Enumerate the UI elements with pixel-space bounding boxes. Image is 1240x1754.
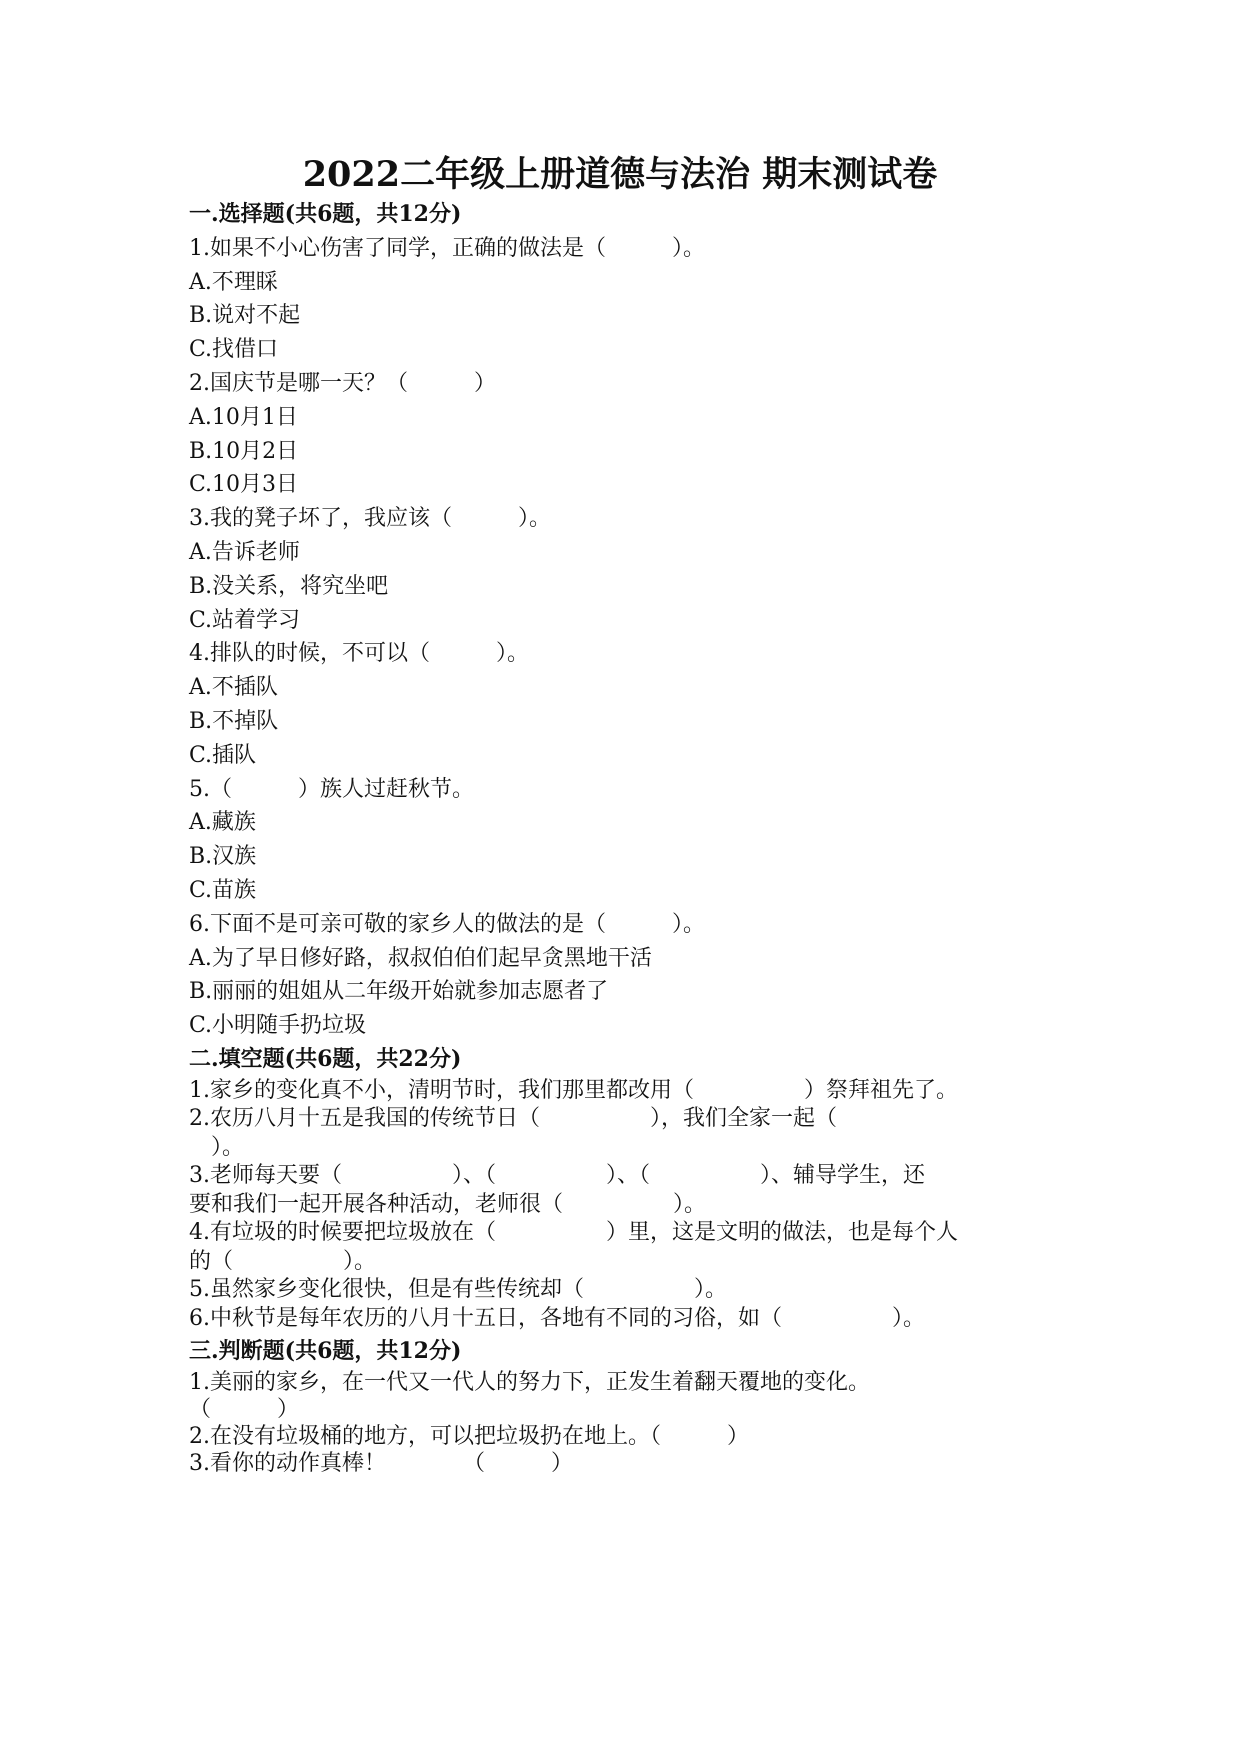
fill-question-line: 3.老师每天要（ ）、（ ）、（ ）、辅导学生，还 bbox=[189, 1163, 925, 1189]
question-2 bbox=[189, 367, 1059, 502]
judge-question-line: （ ） bbox=[189, 1397, 300, 1423]
judge-question-line: 2.在没有垃圾桶的地方，可以把垃圾扔在地上。（ ） bbox=[189, 1424, 749, 1450]
section-heading: 二.填空题(共6题，共22分) bbox=[189, 1045, 462, 1072]
question-text: 1.如果不小心伤害了同学，正确的做法是（ ）。 bbox=[189, 235, 705, 261]
option-b: B.不掉队 bbox=[189, 708, 279, 734]
option-c: C.找借口 bbox=[189, 337, 279, 363]
option-c: C.站着学习 bbox=[189, 607, 301, 633]
question-3 bbox=[189, 502, 1059, 637]
question-text: 6.下面不是可亲可敬的家乡人的做法的是（ ）。 bbox=[189, 911, 705, 937]
question-4 bbox=[189, 637, 1059, 772]
question-6 bbox=[189, 908, 1059, 1043]
option-b: B.没关系，将究坐吧 bbox=[189, 573, 389, 599]
option-a: A.不插队 bbox=[189, 675, 278, 701]
option-b: B.10月2日 bbox=[189, 438, 299, 464]
fill-question-line: 5.虽然家乡变化很快，但是有些传统却（ ）。 bbox=[189, 1277, 727, 1303]
question-text: 3.我的凳子坏了，我应该（ ）。 bbox=[189, 506, 551, 532]
section-heading: 一.选择题(共6题，共12分) bbox=[189, 201, 462, 227]
option-a: A.不理睬 bbox=[189, 269, 278, 295]
question-text: 2.国庆节是哪一天？（ ） bbox=[189, 370, 496, 396]
judge-question-line: 3.看你的动作真棒！ （ ） bbox=[189, 1451, 573, 1477]
section-true-false bbox=[189, 1335, 1059, 1477]
option-b: B.汉族 bbox=[189, 844, 257, 870]
judge-question-line: 1.美丽的家乡，在一代又一代人的努力下，正发生着翻天覆地的变化。 bbox=[189, 1370, 870, 1396]
option-a: A.10月1日 bbox=[189, 404, 298, 430]
question-5 bbox=[189, 773, 1059, 908]
option-c: C.苗族 bbox=[189, 877, 257, 903]
option-b: B.丽丽的姐姐从二年级开始就参加志愿者了 bbox=[189, 979, 609, 1005]
fill-question-line: 4.有垃圾的时候要把垃圾放在（ ）里，这是文明的做法，也是每个人 bbox=[189, 1220, 958, 1246]
section-heading: 三.判断题(共6题，共12分) bbox=[189, 1338, 462, 1365]
option-c: C.插队 bbox=[189, 742, 257, 768]
page-title: 2022二年级上册道德与法治 期末测试卷 bbox=[302, 154, 938, 195]
fill-question-line: 1.家乡的变化真不小，清明节时，我们那里都改用（ ）祭拜祖先了。 bbox=[189, 1077, 958, 1103]
fill-question-line: 2.农历八月十五是我国的传统节日（ ），我们全家一起（ bbox=[189, 1106, 837, 1132]
question-text: 5.（ ）族人过赶秋节。 bbox=[189, 776, 474, 802]
option-a: A.告诉老师 bbox=[189, 539, 300, 565]
fill-question-line: 要和我们一起开展各种活动，老师很（ ）。 bbox=[189, 1191, 707, 1217]
question-1 bbox=[189, 232, 1059, 367]
option-a: A.为了早日修好路，叔叔伯伯们起早贪黑地干活 bbox=[189, 945, 652, 971]
option-c: C.10月3日 bbox=[189, 472, 299, 498]
option-a: A.藏族 bbox=[189, 810, 256, 836]
section-fill-in-blank bbox=[189, 1043, 1059, 1333]
fill-question-line: 6.中秋节是每年农历的八月十五日，各地有不同的习俗，如（ ）。 bbox=[189, 1305, 925, 1331]
option-b: B.说对不起 bbox=[189, 303, 301, 329]
option-c: C.小明随手扔垃圾 bbox=[189, 1013, 367, 1039]
question-text: 4.排队的时候，不可以（ ）。 bbox=[189, 641, 529, 667]
exam-content bbox=[189, 198, 1059, 1477]
section-multiple-choice bbox=[189, 198, 1059, 1043]
fill-question-line: ）。 bbox=[189, 1134, 245, 1160]
fill-question-line: 的（ ）。 bbox=[189, 1248, 377, 1274]
